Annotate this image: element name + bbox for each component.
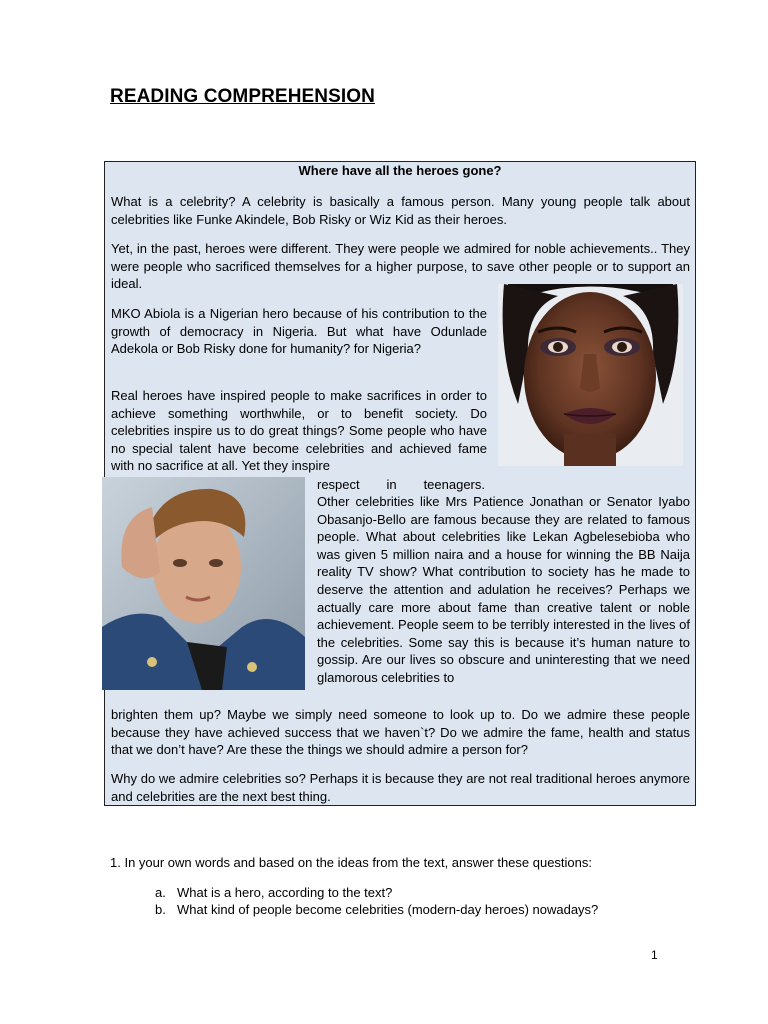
passage-paragraph-6: Why do we admire celebrities so? Perhaps it is because they are not real traditional heroes anymore and celebrities are the next best thing. xyxy=(111,771,690,804)
page-heading: READING COMPREHENSION xyxy=(110,86,375,107)
woman-portrait-photo xyxy=(498,284,683,466)
question-text: What is a hero, according to the text? xyxy=(177,885,393,900)
passage-paragraph-4-end: respect in teenagers. xyxy=(317,477,485,492)
passage-paragraph-2: Yet, in the past, heroes were different. They were people we admired for noble achievements.. They were people who sacrificed themselves for a higher purpose, to save other people or to support an ideal. xyxy=(111,241,690,292)
question-text: What kind of people become celebrities (modern-day heroes) nowadays? xyxy=(177,902,599,917)
page-number: 1 xyxy=(651,948,658,962)
question-letter: a. xyxy=(155,885,166,900)
passage-paragraph-1: What is a celebrity? A celebrity is basically a famous person. Many young people talk about celebrities like Funke Akindele, Bob Risky or Wiz Kid as their heroes. xyxy=(111,194,690,227)
question-1-intro: 1. In your own words and based on the ideas from the text, answer these questions: xyxy=(110,855,593,870)
passage-title: Where have all the heroes gone? xyxy=(298,163,502,178)
question-list xyxy=(155,884,598,918)
passage-paragraph-3: MKO Abiola is a Nigerian hero because of his contribution to the growth of democracy in Nigeria. But what have Odunlade Adekola or Bob Risky done for humanity? for Nigeria? xyxy=(111,306,487,357)
young-man-photo xyxy=(102,477,305,690)
passage-paragraph-4: Real heroes have inspired people to make sacrifices in order to achieve something worthwhile, or to benefit society. Do celebrities inspire us to do great things? Some people who have no special talent have become celebrities and achieved fame with no sacrifice at all. Yet they inspire xyxy=(111,388,487,474)
list-item xyxy=(155,884,598,901)
passage-paragraph-5-continued: brighten them up? Maybe we simply need someone to look up to. Do we admire these people because they have achieved success that we haven`t? Do we admire the fame, health and status that we don’t have? Are these the things we should admire a person for? xyxy=(111,707,690,758)
passage-paragraph-5: Other celebrities like Mrs Patience Jonathan or Senator Iyabo Obasanjo-Bello are famous because they are related to famous people. What about celebrities like Lekan Agbelesebioba who was given 5 million naira and a house for winning the BB Naija reality TV show? What contribution to society has he made to deserve the attention and adulation he receives? Perhaps we actually care more about fame than creative talent or noble achievement. People seem to be terribly interested in the lives of the celebrities. Some say this is because it’s human nature to gossip. Are our lives so obscure and uninteresting that we need glamorous celebrities to xyxy=(317,494,690,685)
list-item xyxy=(155,901,598,918)
question-letter: b. xyxy=(155,902,166,917)
